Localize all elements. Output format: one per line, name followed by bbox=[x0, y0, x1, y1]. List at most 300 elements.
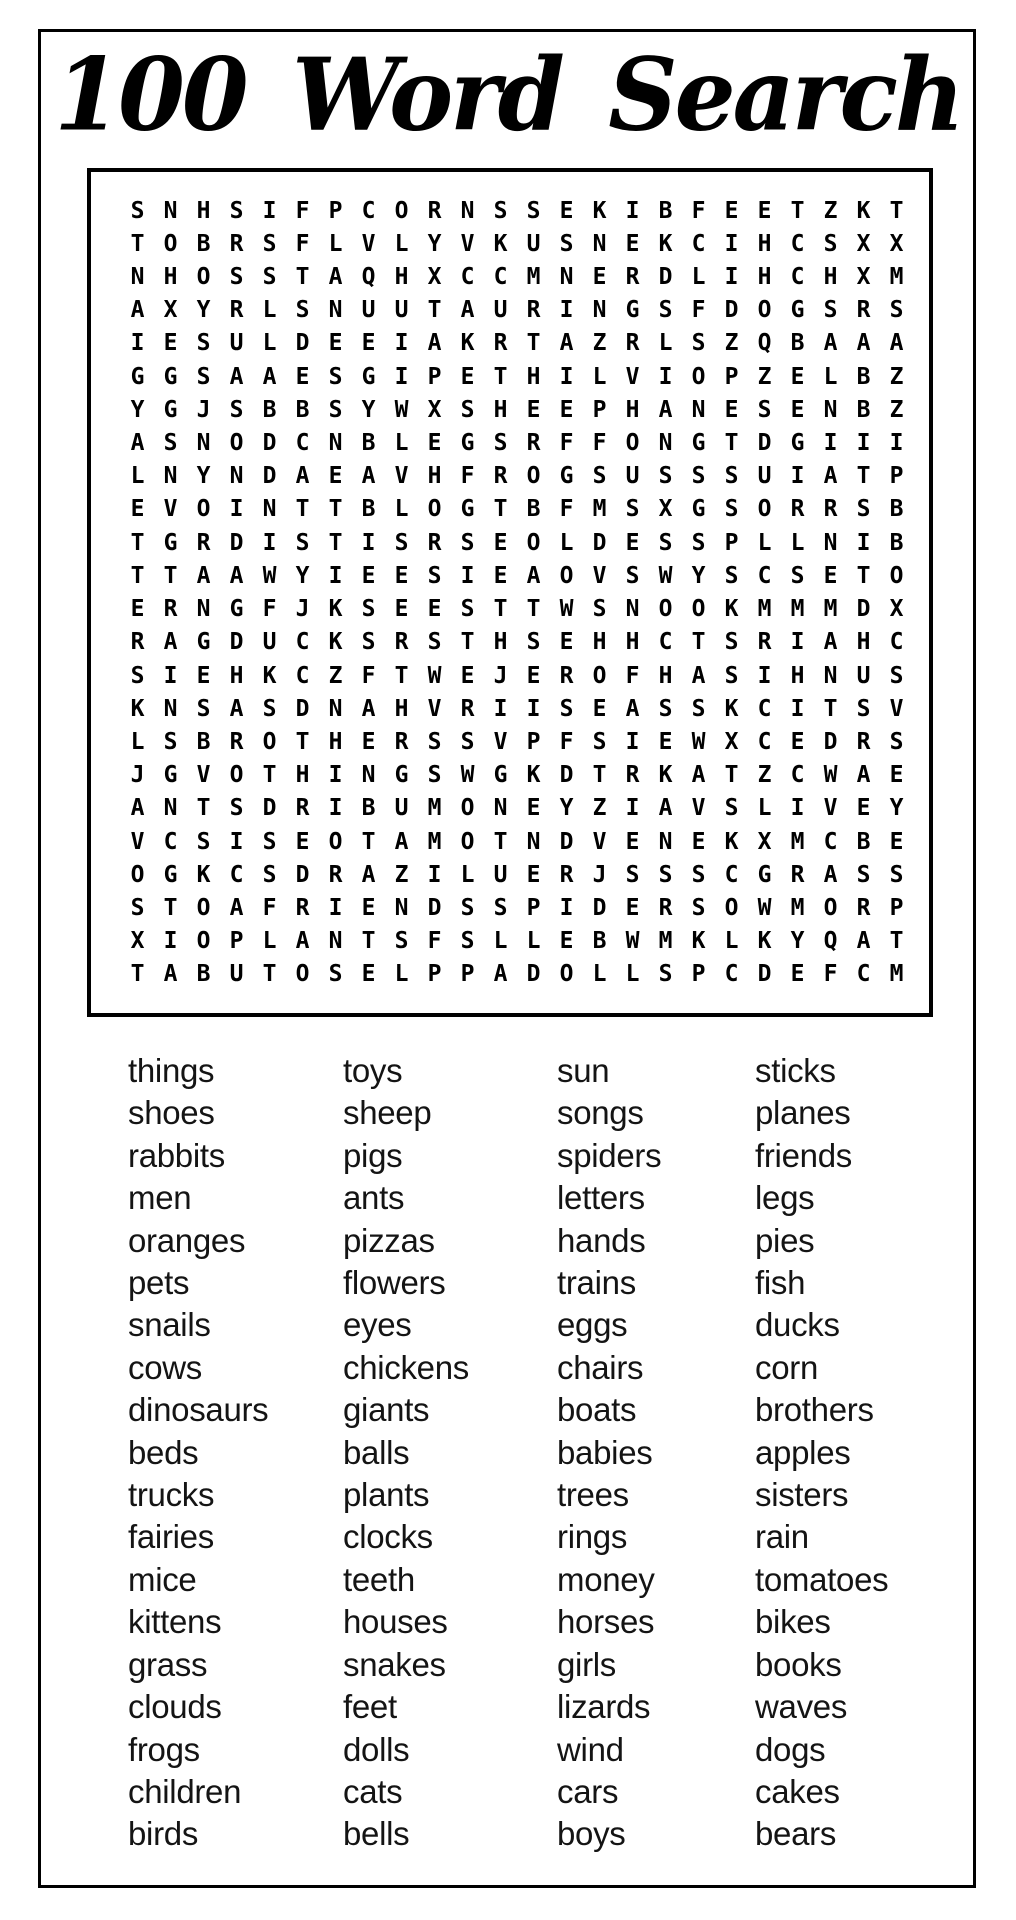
grid-letter: P bbox=[889, 463, 904, 490]
grid-letter: R bbox=[394, 629, 409, 656]
grid-letter: G bbox=[163, 762, 178, 789]
grid-letter: S bbox=[757, 396, 772, 423]
word-list-item: men bbox=[128, 1179, 192, 1217]
grid-letter: O bbox=[691, 596, 706, 623]
grid-letter: D bbox=[592, 894, 607, 921]
grid-letter: S bbox=[328, 396, 343, 423]
grid-letter: E bbox=[361, 562, 376, 589]
grid-letter: H bbox=[757, 230, 772, 257]
grid-letter: S bbox=[427, 629, 442, 656]
word-list-item: chairs bbox=[557, 1348, 644, 1386]
grid-letter: S bbox=[460, 596, 475, 623]
grid-letter: E bbox=[658, 728, 673, 755]
grid-letter: I bbox=[328, 795, 343, 822]
grid-letter: R bbox=[856, 297, 871, 324]
grid-letter: O bbox=[394, 197, 409, 224]
grid-letter: J bbox=[130, 762, 145, 789]
word-list-column-1 bbox=[128, 1050, 268, 1856]
grid-letter: S bbox=[262, 230, 277, 257]
grid-letter: T bbox=[295, 496, 310, 523]
grid-letter: C bbox=[790, 264, 805, 290]
grid-letter: I bbox=[328, 894, 343, 921]
grid-letter: R bbox=[427, 529, 442, 556]
grid-letter: L bbox=[493, 928, 508, 955]
grid-letter: N bbox=[328, 695, 343, 722]
grid-letter: S bbox=[460, 894, 475, 921]
grid-letter: S bbox=[625, 562, 640, 589]
grid-letter: O bbox=[196, 928, 211, 955]
grid-letter: V bbox=[592, 562, 607, 589]
grid-letter: L bbox=[691, 264, 706, 290]
grid-letter: U bbox=[262, 629, 277, 656]
grid-letter: E bbox=[361, 894, 376, 921]
grid-letter: E bbox=[394, 596, 409, 623]
grid-letter: S bbox=[856, 861, 871, 888]
grid-letter: R bbox=[790, 496, 805, 523]
grid-letter: Z bbox=[889, 363, 904, 390]
grid-letter: B bbox=[196, 230, 211, 257]
grid-letter: R bbox=[229, 230, 244, 257]
grid-letter: K bbox=[658, 230, 673, 257]
grid-letter: H bbox=[229, 662, 244, 689]
grid-letter: V bbox=[592, 828, 607, 855]
grid-letter: L bbox=[658, 330, 673, 357]
grid-letter: M bbox=[823, 596, 838, 623]
grid-letter: S bbox=[493, 894, 508, 921]
word-list-item: pizzas bbox=[343, 1221, 435, 1259]
grid-letter: K bbox=[691, 928, 706, 955]
grid-letter: O bbox=[262, 728, 277, 755]
grid-letter: W bbox=[691, 728, 706, 755]
grid-letter: C bbox=[790, 230, 805, 257]
grid-letter: S bbox=[262, 695, 277, 722]
grid-letter: G bbox=[130, 363, 145, 390]
grid-letter: L bbox=[757, 529, 772, 556]
grid-letter: I bbox=[889, 430, 904, 457]
grid-letter: S bbox=[691, 529, 706, 556]
grid-letter: H bbox=[757, 264, 772, 290]
word-list-item: shoes bbox=[128, 1094, 215, 1132]
grid-letter: S bbox=[559, 230, 574, 257]
grid-letter: T bbox=[130, 961, 145, 988]
grid-letter: A bbox=[823, 463, 838, 490]
grid-letter: S bbox=[295, 297, 310, 324]
grid-letter: T bbox=[724, 430, 739, 457]
grid-letter: T bbox=[130, 562, 145, 589]
grid-letter: I bbox=[559, 297, 574, 324]
grid-letter: S bbox=[790, 562, 805, 589]
grid-letter: E bbox=[889, 828, 904, 855]
grid-letter: G bbox=[691, 430, 706, 457]
grid-letter: S bbox=[460, 928, 475, 955]
grid-letter: R bbox=[328, 861, 343, 888]
grid-letter: A bbox=[823, 861, 838, 888]
grid-letter: R bbox=[625, 762, 640, 789]
grid-letter: J bbox=[295, 596, 310, 623]
grid-letter: S bbox=[526, 629, 541, 656]
grid-letter: C bbox=[724, 861, 739, 888]
grid-letter: Y bbox=[559, 795, 574, 822]
grid-letter: O bbox=[658, 596, 673, 623]
grid-letter: A bbox=[295, 928, 310, 955]
grid-letter: R bbox=[196, 529, 211, 556]
grid-letter: S bbox=[130, 197, 145, 224]
word-list-item: wind bbox=[557, 1730, 624, 1768]
grid-letter: C bbox=[889, 629, 904, 656]
grid-letter: S bbox=[823, 230, 838, 257]
grid-letter: E bbox=[427, 430, 442, 457]
grid-letter: S bbox=[130, 894, 145, 921]
grid-letter: A bbox=[229, 894, 244, 921]
grid-letter: G bbox=[493, 762, 508, 789]
grid-letter: E bbox=[790, 728, 805, 755]
grid-letter: I bbox=[559, 894, 574, 921]
grid-letter: I bbox=[823, 430, 838, 457]
grid-letter: O bbox=[229, 430, 244, 457]
grid-letter: T bbox=[163, 894, 178, 921]
grid-letter: G bbox=[196, 629, 211, 656]
grid-letter: T bbox=[361, 828, 376, 855]
grid-letter: W bbox=[625, 928, 640, 955]
grid-letter: A bbox=[196, 562, 211, 589]
grid-letter: N bbox=[559, 264, 574, 290]
grid-letter: I bbox=[790, 463, 805, 490]
grid-letter: F bbox=[691, 297, 706, 324]
grid-letter: C bbox=[295, 430, 310, 457]
grid-letter: W bbox=[757, 894, 772, 921]
word-list-item: bears bbox=[755, 1815, 837, 1853]
grid-letter: P bbox=[427, 363, 442, 390]
grid-letter: F bbox=[625, 662, 640, 689]
word-list-item: rings bbox=[557, 1518, 628, 1556]
grid-letter: T bbox=[493, 496, 508, 523]
grid-letter: E bbox=[790, 961, 805, 988]
word-list-item: sheep bbox=[343, 1094, 432, 1132]
grid-letter: A bbox=[361, 695, 376, 722]
grid-letter: R bbox=[163, 596, 178, 623]
grid-letter: M bbox=[427, 795, 442, 822]
puzzle-grid-box bbox=[87, 168, 933, 1017]
grid-letter: R bbox=[460, 695, 475, 722]
grid-letter: G bbox=[361, 363, 376, 390]
grid-letter: G bbox=[163, 396, 178, 423]
grid-letter: I bbox=[625, 728, 640, 755]
grid-letter: T bbox=[163, 562, 178, 589]
grid-letter: T bbox=[130, 529, 145, 556]
grid-letter: F bbox=[559, 728, 574, 755]
grid-letter: C bbox=[823, 828, 838, 855]
grid-letter: S bbox=[889, 728, 904, 755]
grid-letter: T bbox=[823, 695, 838, 722]
grid-letter: S bbox=[724, 629, 739, 656]
letter-grid bbox=[121, 194, 913, 991]
grid-letter: I bbox=[361, 529, 376, 556]
word-list-item: books bbox=[755, 1645, 842, 1683]
grid-letter: X bbox=[889, 230, 904, 257]
grid-letter: F bbox=[262, 894, 277, 921]
grid-letter: S bbox=[658, 529, 673, 556]
grid-letter: C bbox=[229, 861, 244, 888]
grid-letter: O bbox=[295, 961, 310, 988]
word-list-item: children bbox=[128, 1772, 242, 1810]
grid-letter: J bbox=[493, 662, 508, 689]
word-list-item: rabbits bbox=[128, 1136, 225, 1174]
word-list-item: brothers bbox=[755, 1391, 874, 1429]
grid-letter: R bbox=[295, 795, 310, 822]
grid-letter: H bbox=[493, 396, 508, 423]
grid-letter: O bbox=[823, 894, 838, 921]
grid-letter: A bbox=[526, 562, 541, 589]
grid-letter: U bbox=[394, 297, 409, 324]
grid-letter: N bbox=[625, 596, 640, 623]
grid-letter: L bbox=[592, 961, 607, 988]
grid-letter: S bbox=[460, 396, 475, 423]
page-title: 100 Word Search bbox=[54, 35, 962, 154]
grid-letter: E bbox=[526, 662, 541, 689]
word-list-item: pies bbox=[755, 1221, 815, 1259]
grid-letter: V bbox=[163, 496, 178, 523]
grid-letter: J bbox=[196, 396, 211, 423]
grid-letter: G bbox=[163, 529, 178, 556]
grid-letter: E bbox=[526, 861, 541, 888]
grid-letter: S bbox=[163, 430, 178, 457]
grid-letter: B bbox=[295, 396, 310, 423]
grid-letter: A bbox=[460, 297, 475, 324]
word-list-item: trains bbox=[557, 1264, 636, 1302]
word-list-item: beds bbox=[128, 1433, 199, 1471]
grid-letter: B bbox=[856, 828, 871, 855]
grid-letter: S bbox=[229, 795, 244, 822]
grid-letter: Z bbox=[757, 363, 772, 390]
grid-letter: I bbox=[493, 695, 508, 722]
grid-letter: U bbox=[526, 230, 541, 257]
word-list-item: boats bbox=[557, 1391, 637, 1429]
grid-letter: O bbox=[163, 230, 178, 257]
grid-letter: V bbox=[625, 363, 640, 390]
grid-letter: R bbox=[625, 330, 640, 357]
grid-letter: H bbox=[493, 629, 508, 656]
grid-letter: R bbox=[625, 264, 640, 290]
word-list-column-4 bbox=[755, 1050, 888, 1856]
grid-letter: N bbox=[823, 662, 838, 689]
word-list-item: friends bbox=[755, 1136, 852, 1174]
grid-letter: E bbox=[559, 197, 574, 224]
grid-letter: T bbox=[493, 596, 508, 623]
word-list-item: grass bbox=[128, 1645, 208, 1683]
grid-letter: V bbox=[130, 828, 145, 855]
grid-letter: N bbox=[328, 297, 343, 324]
grid-letter: I bbox=[526, 695, 541, 722]
grid-letter: R bbox=[526, 430, 541, 457]
grid-letter: I bbox=[229, 496, 244, 523]
grid-letter: E bbox=[889, 762, 904, 789]
grid-letter: L bbox=[823, 363, 838, 390]
grid-letter: A bbox=[427, 330, 442, 357]
grid-letter: S bbox=[889, 297, 904, 324]
grid-letter: I bbox=[427, 861, 442, 888]
grid-letter: A bbox=[163, 629, 178, 656]
grid-letter: E bbox=[559, 928, 574, 955]
grid-letter: G bbox=[691, 496, 706, 523]
grid-letter: N bbox=[328, 430, 343, 457]
word-list-item: houses bbox=[343, 1603, 448, 1641]
grid-letter: N bbox=[526, 828, 541, 855]
grid-letter: Q bbox=[823, 928, 838, 955]
word-list-item: bikes bbox=[755, 1603, 831, 1641]
grid-letter: W bbox=[460, 762, 475, 789]
grid-letter: S bbox=[394, 529, 409, 556]
grid-letter: A bbox=[856, 330, 871, 357]
grid-letter: E bbox=[361, 330, 376, 357]
word-list-item: hands bbox=[557, 1221, 646, 1259]
grid-letter: V bbox=[427, 695, 442, 722]
grid-letter: I bbox=[163, 662, 178, 689]
grid-letter: X bbox=[889, 596, 904, 623]
grid-letter: U bbox=[856, 662, 871, 689]
grid-letter: L bbox=[790, 529, 805, 556]
grid-letter: G bbox=[790, 297, 805, 324]
grid-letter: S bbox=[691, 330, 706, 357]
word-list-item: pets bbox=[128, 1264, 190, 1302]
word-list-item: legs bbox=[755, 1179, 815, 1217]
grid-letter: S bbox=[361, 596, 376, 623]
grid-letter: S bbox=[196, 363, 211, 390]
grid-letter: R bbox=[394, 728, 409, 755]
grid-letter: F bbox=[592, 430, 607, 457]
grid-letter: E bbox=[526, 795, 541, 822]
grid-letter: P bbox=[724, 363, 739, 390]
grid-letter: O bbox=[559, 961, 574, 988]
grid-letter: C bbox=[295, 662, 310, 689]
grid-letter: H bbox=[625, 629, 640, 656]
grid-letter: E bbox=[361, 961, 376, 988]
grid-letter: O bbox=[592, 662, 607, 689]
grid-letter: W bbox=[394, 396, 409, 423]
grid-letter: T bbox=[493, 828, 508, 855]
grid-letter: S bbox=[658, 297, 673, 324]
word-list-item: waves bbox=[755, 1688, 848, 1726]
grid-letter: E bbox=[295, 828, 310, 855]
grid-letter: U bbox=[493, 861, 508, 888]
grid-letter: X bbox=[658, 496, 673, 523]
grid-letter: R bbox=[559, 861, 574, 888]
grid-letter: H bbox=[295, 762, 310, 789]
grid-letter: I bbox=[559, 363, 574, 390]
grid-letter: T bbox=[262, 961, 277, 988]
grid-letter: F bbox=[823, 961, 838, 988]
grid-letter: F bbox=[460, 463, 475, 490]
grid-letter: C bbox=[658, 629, 673, 656]
grid-letter: A bbox=[658, 795, 673, 822]
grid-letter: C bbox=[691, 230, 706, 257]
grid-letter: E bbox=[526, 396, 541, 423]
grid-letter: T bbox=[856, 562, 871, 589]
grid-letter: H bbox=[328, 728, 343, 755]
grid-letter: R bbox=[658, 894, 673, 921]
grid-letter: I bbox=[328, 762, 343, 789]
grid-letter: N bbox=[163, 695, 178, 722]
grid-letter: K bbox=[856, 197, 871, 224]
grid-letter: S bbox=[427, 762, 442, 789]
grid-letter: G bbox=[163, 861, 178, 888]
grid-letter: T bbox=[889, 197, 904, 224]
grid-letter: N bbox=[163, 463, 178, 490]
grid-letter: I bbox=[790, 795, 805, 822]
word-list-item: eggs bbox=[557, 1306, 628, 1344]
grid-letter: N bbox=[163, 795, 178, 822]
grid-letter: A bbox=[130, 430, 145, 457]
grid-letter: Z bbox=[394, 861, 409, 888]
grid-letter: F bbox=[559, 430, 574, 457]
word-list-item: frogs bbox=[128, 1730, 200, 1768]
grid-letter: I bbox=[328, 562, 343, 589]
word-list-item: teeth bbox=[343, 1560, 415, 1598]
grid-letter: B bbox=[889, 496, 904, 523]
grid-letter: T bbox=[328, 529, 343, 556]
grid-letter: W bbox=[823, 762, 838, 789]
grid-letter: V bbox=[196, 762, 211, 789]
word-list-item: rain bbox=[755, 1518, 809, 1556]
grid-letter: L bbox=[394, 230, 409, 257]
grid-letter: M bbox=[790, 596, 805, 623]
grid-letter: D bbox=[559, 828, 574, 855]
grid-letter: R bbox=[559, 662, 574, 689]
grid-letter: D bbox=[295, 695, 310, 722]
grid-letter: S bbox=[856, 496, 871, 523]
grid-letter: A bbox=[823, 330, 838, 357]
grid-letter: X bbox=[427, 396, 442, 423]
grid-letter: C bbox=[757, 728, 772, 755]
grid-letter: T bbox=[295, 728, 310, 755]
grid-letter: E bbox=[790, 396, 805, 423]
grid-letter: F bbox=[691, 197, 706, 224]
grid-letter: M bbox=[592, 496, 607, 523]
grid-letter: P bbox=[526, 894, 541, 921]
grid-letter: B bbox=[361, 430, 376, 457]
grid-letter: A bbox=[856, 762, 871, 789]
grid-letter: R bbox=[493, 463, 508, 490]
grid-letter: N bbox=[196, 430, 211, 457]
grid-letter: R bbox=[757, 629, 772, 656]
grid-letter: A bbox=[229, 562, 244, 589]
grid-letter: C bbox=[460, 264, 475, 290]
word-list-item: flowers bbox=[343, 1264, 446, 1302]
grid-letter: P bbox=[592, 396, 607, 423]
grid-letter: Y bbox=[427, 230, 442, 257]
grid-letter: L bbox=[394, 961, 409, 988]
grid-letter: Z bbox=[889, 396, 904, 423]
grid-letter: M bbox=[526, 264, 541, 290]
grid-letter: O bbox=[229, 762, 244, 789]
grid-letter: L bbox=[724, 928, 739, 955]
grid-letter: A bbox=[559, 330, 574, 357]
grid-letter: D bbox=[592, 529, 607, 556]
grid-letter: E bbox=[625, 230, 640, 257]
grid-letter: T bbox=[592, 762, 607, 789]
grid-letter: N bbox=[592, 297, 607, 324]
grid-letter: R bbox=[856, 894, 871, 921]
grid-letter: S bbox=[691, 695, 706, 722]
grid-letter: I bbox=[130, 330, 145, 357]
grid-letter: V bbox=[889, 695, 904, 722]
grid-letter: A bbox=[394, 828, 409, 855]
grid-letter: S bbox=[724, 795, 739, 822]
grid-letter: C bbox=[493, 264, 508, 290]
grid-letter: K bbox=[757, 928, 772, 955]
grid-letter: T bbox=[526, 330, 541, 357]
grid-letter: S bbox=[526, 197, 541, 224]
grid-letter: U bbox=[493, 297, 508, 324]
